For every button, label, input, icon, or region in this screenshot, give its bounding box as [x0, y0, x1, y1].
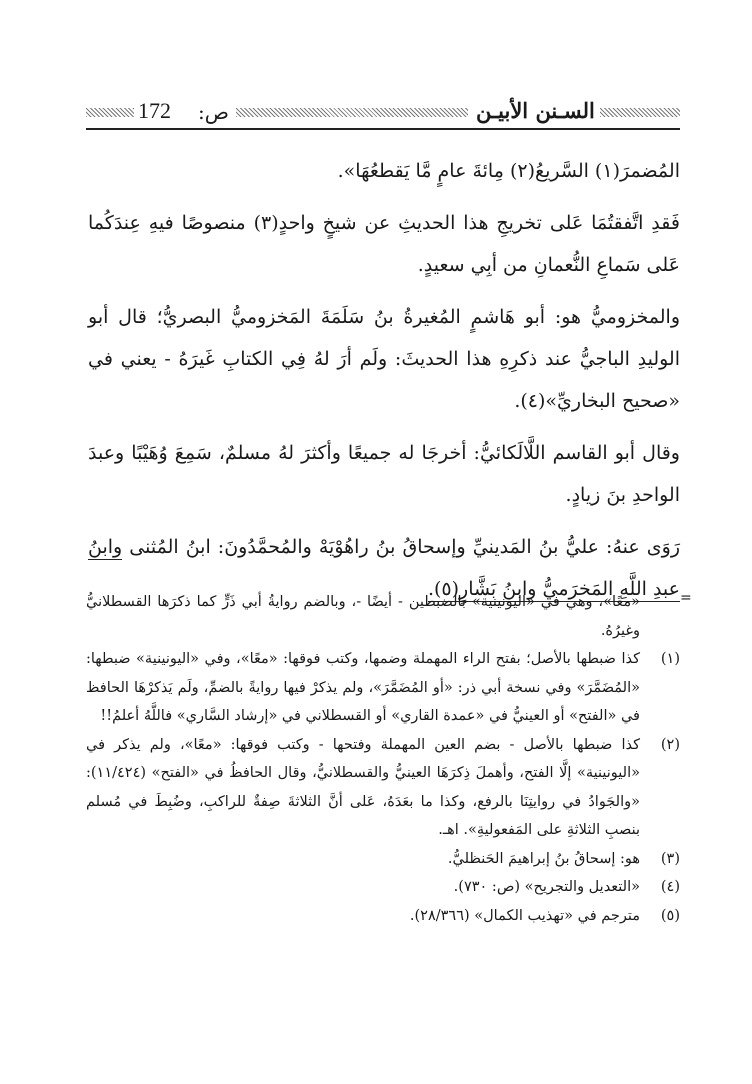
underlined-text: وابنُ عبدِ اللَّهِ المَخرَميُّ وابنُ بَشَّارٍ(٥). — [88, 536, 680, 600]
header-ornament-middle — [236, 108, 468, 117]
footnote-text: كذا ضبطها بالأصل؛ بفتح الراء المهملة وضمها، وكتب فوقها: «معًا»، وفي «اليونينية» ضبطها: «المُضَمَّرَ» وفي نسخة أبي ذر: «أو المُضَمَّرَ»، ولم يذكرْ فيها روايةً بالضمِّ، ولَم يَذكرْهَا الحافظ في «الفتح» أو العينيُّ في «عمدة القاري» أو القسطلاني في «إرشاد السَّاري» فاللَّهُ أعلمُ!! — [86, 651, 640, 724]
header-ornament-right — [600, 108, 680, 117]
main-text — [88, 150, 680, 620]
footnote — [86, 645, 680, 731]
paragraph-start: رَوَى عنهُ: عليُّ بنُ المَدينيِّ وإسحاقُ بنُ راهُوْيَهْ والمُحمَّدُونَ: ابنُ المُثنى — [122, 536, 680, 558]
footnote — [86, 873, 680, 902]
page-label: ص: — [198, 100, 229, 124]
footnote — [86, 902, 680, 931]
paragraph: والمخزوميُّ هو: أبو هَاشمٍ المُغيرةُ بنُ سَلَمَةَ المَخزوميُّ البصريُّ؛ قال أبو الوليدِ الباجيُّ عند ذكرِهِ هذا الحديثَ: ولَم أرَ لهُ فِي الكتابِ غَيرَهُ - يعني في «صحيح البخاريِّ»(٤). — [88, 306, 680, 412]
page-number: 172 — [138, 98, 171, 123]
footnote-number: (٥) — [660, 907, 680, 924]
header-rule — [86, 128, 680, 130]
header-ornament-left — [86, 108, 134, 117]
footnote-text: كذا ضبطها بالأصل - بضم العين المهملة وفتحها - وكتب فوقها: «معًا»، ولم يذكر في «اليونينية» إلَّا الفتح، وأهملَ ذِكرَهَا العينيُّ والقسطلانيُّ، وقال الحافظُ في «الفتح» (١١/٤٢٤): «والجَوادُ في روايتِنَا بالرفع، وكذا ما بعَدَهُ، عَلى أنَّ الثلاثةَ صِفةٌ للراكبِ، وضُبِطَ في مُسلم بنصبِ الثلاثةِ على المَفعوليةِ». اهـ. — [86, 736, 640, 838]
footnote-text: «التعديل والتجريح» (ص: ٧٣٠). — [453, 879, 640, 895]
footnote-text: مترجم في «تهذيب الكمال» (٢٨/٣٦٦). — [409, 907, 640, 924]
footnote — [86, 731, 680, 845]
paragraph: وقال أبو القاسم اللَّالَكائيُّ: أخرجَا له جميعًا وأكثرَ لهُ مسلمٌ، سَمِعَ وُهَيْبًا وعبدَ الواحدِ بنَ زيادٍ. — [88, 442, 680, 506]
book-title: السـنن الأبيـن — [476, 98, 595, 123]
footnote-number: (٣) — [660, 850, 680, 867]
footnote-number: (٤) — [660, 879, 680, 895]
running-header — [86, 96, 680, 126]
footnote-number: (٢) — [660, 736, 680, 753]
footnote-number: (١) — [660, 651, 680, 667]
footnote — [86, 845, 680, 874]
footnote-continuation-mark: = — [680, 590, 692, 606]
footnotes — [86, 588, 680, 930]
paragraph: المُضمرَ(١) السَّريعُ(٢) مِائةَ عامٍ مَّا يَقطعُهَا». — [337, 160, 680, 182]
footnote-text: هو: إسحاقُ بنُ إبراهيمَ الحَنظليُّ. — [447, 850, 640, 867]
footnote-continuation: «معًا»، وهي في «اليونينية» بالضبطين - أيضًا -، وبالضم روايةُ أبي ذَرٍّ كما ذكرَها القسطلانيُّ وغيرُهُ. — [86, 594, 640, 639]
paragraph: فَقدِ اتَّفقتُمَا عَلى تخريجِ هذا الحديثِ عن شيخٍ واحدٍ(٣) منصوصًا فيهِ عِندَكُما عَلى سَماعِ النُّعمانِ من أبِي سعيدٍ. — [88, 212, 680, 276]
